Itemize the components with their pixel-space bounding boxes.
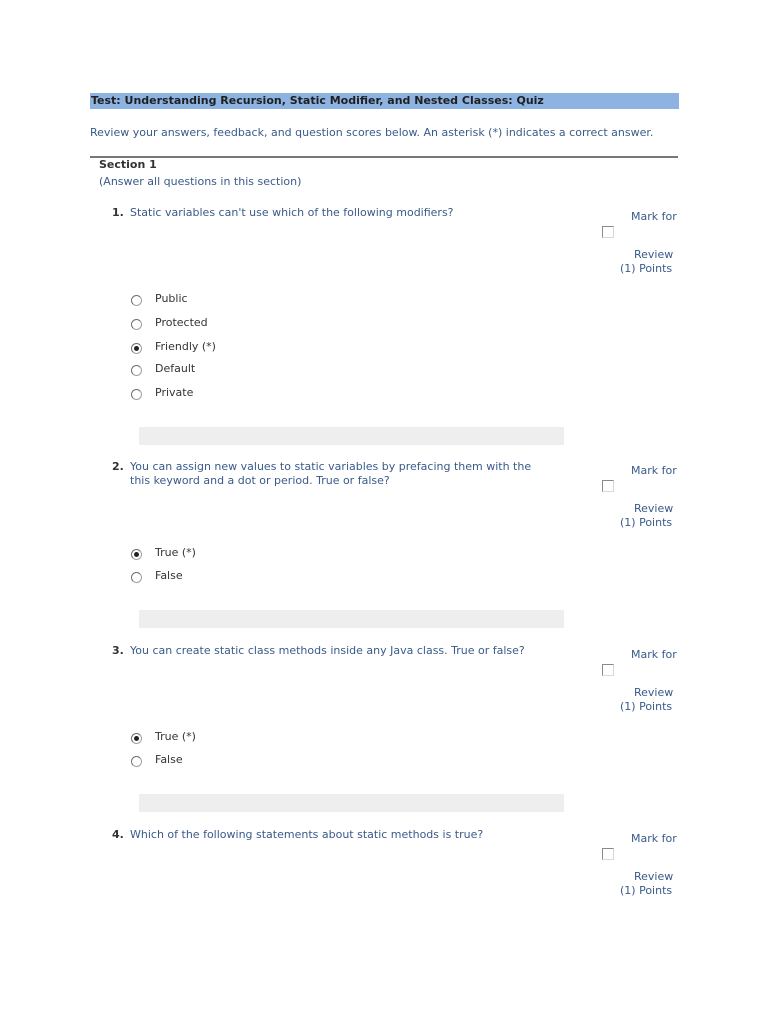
divider <box>90 156 678 158</box>
radio-button[interactable] <box>131 295 142 306</box>
feedback-bar <box>139 610 564 628</box>
mark-for-review-checkbox[interactable] <box>602 480 614 492</box>
answer-option[interactable] <box>0 569 400 587</box>
answer-option[interactable] <box>0 546 400 564</box>
question-number: 4. <box>112 828 124 841</box>
feedback-bar <box>139 427 564 445</box>
mark-for-review-checkbox[interactable] <box>602 848 614 860</box>
radio-button-selected[interactable] <box>131 733 142 744</box>
review-label: Review <box>634 686 674 699</box>
points-label: (1) Points <box>620 262 673 275</box>
answer-label: Default <box>155 362 196 375</box>
answer-label: False <box>155 569 183 582</box>
mark-for-review-checkbox[interactable] <box>602 226 614 238</box>
answer-option[interactable] <box>0 292 400 310</box>
radio-button-selected[interactable] <box>131 549 142 560</box>
question-number: 1. <box>112 206 124 219</box>
question-text: You can assign new values to static variables by prefacing them with the this keyword and a dot or period. True or false? <box>130 460 532 487</box>
question-number: 2. <box>112 460 124 473</box>
answer-label: Protected <box>155 316 208 329</box>
question-text: Which of the following statements about static methods is true? <box>130 828 484 841</box>
answer-label: False <box>155 753 183 766</box>
radio-button[interactable] <box>131 365 142 376</box>
answer-option[interactable] <box>0 340 400 358</box>
quiz-title: Test: Understanding Recursion, Static Modifier, and Nested Classes: Quiz <box>90 93 679 109</box>
review-label: Review <box>634 248 674 261</box>
points-label: (1) Points <box>620 700 673 713</box>
answer-option[interactable] <box>0 753 400 771</box>
review-label: Review <box>634 502 674 515</box>
answer-option[interactable] <box>0 362 400 380</box>
answer-label: True (*) <box>155 546 196 559</box>
radio-button[interactable] <box>131 756 142 767</box>
radio-button[interactable] <box>131 572 142 583</box>
section-title: Section 1 <box>99 158 157 171</box>
intro-text: Review your answers, feedback, and question scores below. An asterisk (*) indicates a correct answer. <box>90 126 654 139</box>
answer-option[interactable] <box>0 386 400 404</box>
question-number: 3. <box>112 644 124 657</box>
points-label: (1) Points <box>620 516 673 529</box>
question-text: Static variables can't use which of the following modifiers? <box>130 206 454 219</box>
answer-option[interactable] <box>0 316 400 334</box>
feedback-bar <box>139 794 564 812</box>
radio-button[interactable] <box>131 389 142 400</box>
mark-for-label: Mark for <box>631 210 677 223</box>
mark-for-label: Mark for <box>631 832 677 845</box>
answer-option[interactable] <box>0 730 400 748</box>
answer-label: Private <box>155 386 194 399</box>
points-label: (1) Points <box>620 884 673 897</box>
section-note: (Answer all questions in this section) <box>99 175 302 188</box>
review-label: Review <box>634 870 674 883</box>
mark-for-review-checkbox[interactable] <box>602 664 614 676</box>
radio-button[interactable] <box>131 319 142 330</box>
answer-label: True (*) <box>155 730 196 743</box>
answer-label: Public <box>155 292 188 305</box>
radio-button-selected[interactable] <box>131 343 142 354</box>
question-text: You can create static class methods inside any Java class. True or false? <box>130 644 525 657</box>
answer-label: Friendly (*) <box>155 340 216 353</box>
mark-for-label: Mark for <box>631 464 677 477</box>
mark-for-label: Mark for <box>631 648 677 661</box>
